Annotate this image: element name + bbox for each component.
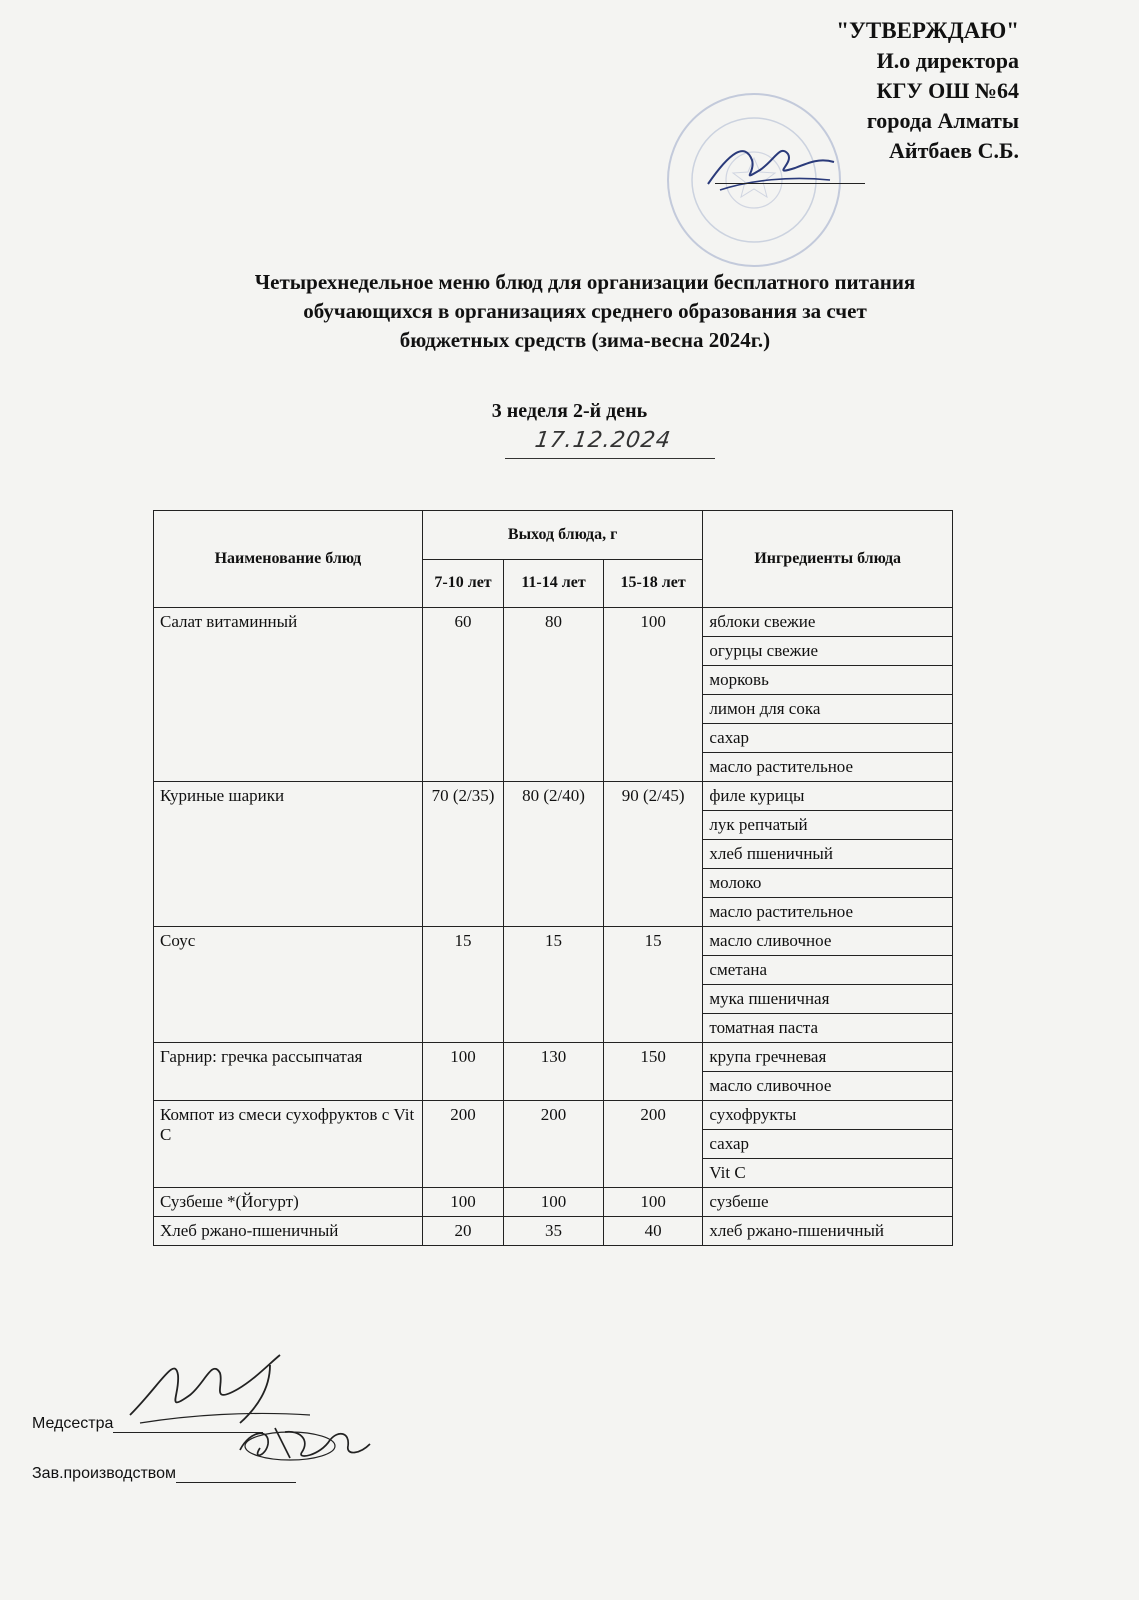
approval-position: И.о директора xyxy=(876,48,1019,73)
dish-yield: 80 xyxy=(504,608,604,782)
dish-name: Компот из смеси сухофруктов с Vit C xyxy=(154,1101,423,1188)
dish-yield: 200 xyxy=(422,1101,503,1188)
ingredient: мука пшеничная xyxy=(703,985,953,1014)
dish-name: Сузбеше *(Йогурт) xyxy=(154,1188,423,1217)
ingredient: сузбеше xyxy=(703,1188,953,1217)
nurse-label: Медсестра xyxy=(32,1415,114,1432)
ingredient: сахар xyxy=(703,724,953,753)
approval-city: города Алматы xyxy=(866,108,1019,133)
approval-school: КГУ ОШ №64 xyxy=(876,78,1019,103)
dish-yield: 70 (2/35) xyxy=(422,782,503,927)
table-row xyxy=(154,782,953,811)
ingredient: томатная паста xyxy=(703,1014,953,1043)
table-row xyxy=(154,1217,953,1246)
header-age-group: 15-18 лет xyxy=(603,559,703,608)
dish-yield: 200 xyxy=(603,1101,703,1188)
ingredient: филе курицы xyxy=(703,782,953,811)
ingredient: сметана xyxy=(703,956,953,985)
ingredient: огурцы свежие xyxy=(703,637,953,666)
handwritten-date: 17.12.2024 xyxy=(533,428,673,453)
dish-yield: 15 xyxy=(422,927,503,1043)
ingredient: хлеб ржано-пшеничный xyxy=(703,1217,953,1246)
title-line: Четырехнедельное меню блюд для организации бесплатного питания xyxy=(254,270,916,294)
ingredient: масло сливочное xyxy=(703,927,953,956)
table-row xyxy=(154,927,953,956)
dish-yield: 100 xyxy=(603,608,703,782)
dish-name: Гарнир: гречка рассыпчатая xyxy=(154,1043,423,1101)
dish-yield: 100 xyxy=(422,1043,503,1101)
document-title xyxy=(150,268,1020,355)
dish-yield: 200 xyxy=(504,1101,604,1188)
ingredient: хлеб пшеничный xyxy=(703,840,953,869)
dish-yield: 130 xyxy=(504,1043,604,1101)
approval-name: Айтбаев С.Б. xyxy=(889,138,1019,163)
menu-table xyxy=(153,510,953,1246)
table-row xyxy=(154,1101,953,1130)
dish-yield: 100 xyxy=(603,1188,703,1217)
dish-yield: 15 xyxy=(603,927,703,1043)
date-field xyxy=(505,428,715,459)
dish-yield: 150 xyxy=(603,1043,703,1101)
ingredient: сухофрукты xyxy=(703,1101,953,1130)
dish-yield: 80 (2/40) xyxy=(504,782,604,927)
dish-yield: 100 xyxy=(504,1188,604,1217)
header-age-group: 11-14 лет xyxy=(504,559,604,608)
day-label: 3 неделя 2-й день xyxy=(491,400,648,422)
ingredient: масло сливочное xyxy=(703,1072,953,1101)
table-row xyxy=(154,1043,953,1072)
dish-name: Куриные шарики xyxy=(154,782,423,927)
ingredient: молоко xyxy=(703,869,953,898)
title-line: обучающихся в организациях среднего образования за счет xyxy=(303,299,867,323)
title-line: бюджетных средств (зима-весна 2024г.) xyxy=(399,328,771,352)
ingredient: крупа гречневая xyxy=(703,1043,953,1072)
ingredient: морковь xyxy=(703,666,953,695)
header-age-group: 7-10 лет xyxy=(422,559,503,608)
production-signature xyxy=(230,1410,380,1470)
menu-table-body xyxy=(154,608,953,1246)
ingredient: лимон для сока xyxy=(703,695,953,724)
production-signature-line xyxy=(176,1482,296,1483)
director-signature-line xyxy=(715,183,865,184)
production-label: Зав.производством xyxy=(32,1465,176,1482)
dish-name: Соус xyxy=(154,927,423,1043)
header-ingredients: Ингредиенты блюда xyxy=(703,511,953,608)
table-row xyxy=(154,608,953,637)
dish-yield: 60 xyxy=(422,608,503,782)
ingredient: масло растительное xyxy=(703,753,953,782)
table-row xyxy=(154,1188,953,1217)
ingredient: Vit C xyxy=(703,1159,953,1188)
ingredient: сахар xyxy=(703,1130,953,1159)
dish-yield: 20 xyxy=(422,1217,503,1246)
dish-yield: 35 xyxy=(504,1217,604,1246)
header-yield: Выход блюда, г xyxy=(422,511,703,560)
table-header-row xyxy=(154,511,953,560)
ingredient: лук репчатый xyxy=(703,811,953,840)
ingredient: яблоки свежие xyxy=(703,608,953,637)
dish-name: Хлеб ржано-пшеничный xyxy=(154,1217,423,1246)
dish-yield: 90 (2/45) xyxy=(603,782,703,927)
dish-yield: 100 xyxy=(422,1188,503,1217)
approval-title: "УТВЕРЖДАЮ" xyxy=(836,18,1019,43)
dish-yield: 15 xyxy=(504,927,604,1043)
director-signature xyxy=(700,132,840,202)
dish-name: Салат витаминный xyxy=(154,608,423,782)
header-dish-name: Наименование блюд xyxy=(154,511,423,608)
ingredient: масло растительное xyxy=(703,898,953,927)
dish-yield: 40 xyxy=(603,1217,703,1246)
approval-block xyxy=(836,16,1019,166)
